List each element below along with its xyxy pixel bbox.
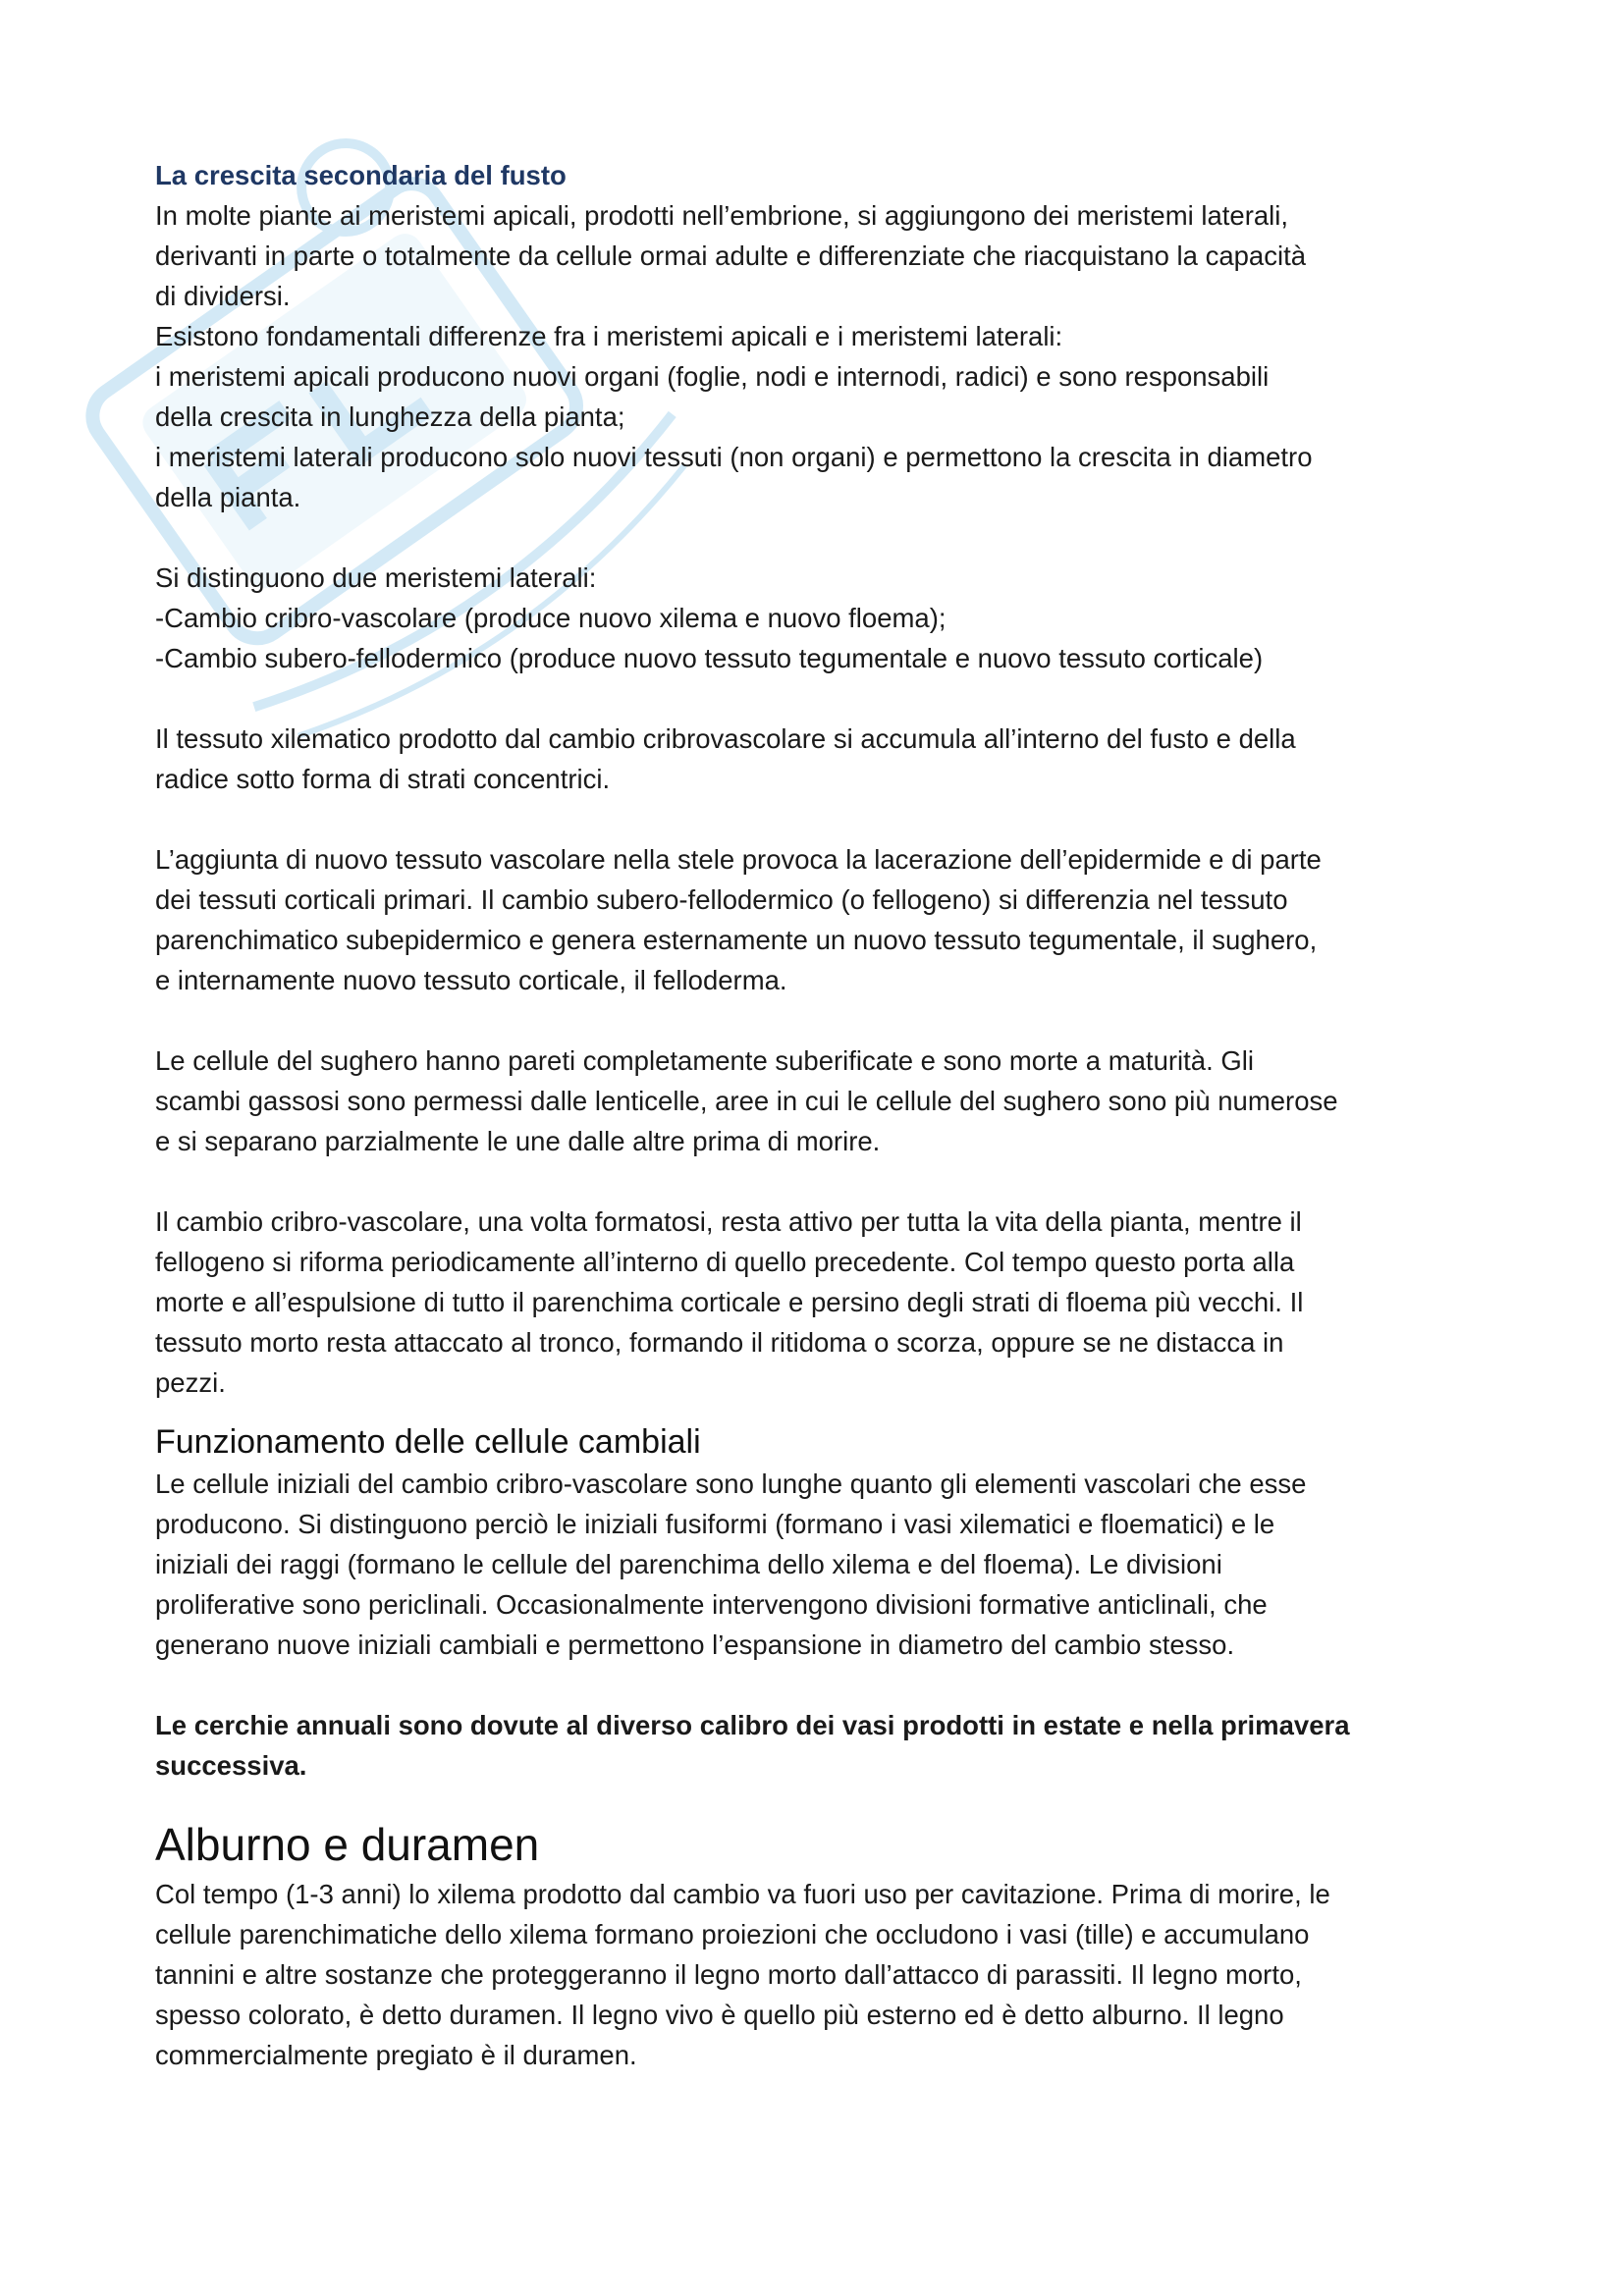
- text-line: In molte piante ai meristemi apicali, prodotti nell’embrione, si aggiungono dei meristemi laterali,: [155, 200, 1289, 231]
- heading-sapwood-heartwood: Alburno e duramen: [155, 1819, 540, 1870]
- paragraph-cork: [155, 1041, 1476, 1161]
- text-line: parenchimatico subepidermico e genera esternamente un nuovo tessuto tegumentale, il sughero,: [155, 925, 1318, 955]
- text-line: Esistono fondamentali differenze fra i meristemi apicali e i meristemi laterali:: [155, 321, 1063, 351]
- text-line: tessuto morto resta attaccato al tronco, formando il ritidoma o scorza, oppure se ne distacca in: [155, 1327, 1284, 1358]
- text-line: proliferative sono periclinali. Occasionalmente intervengono divisioni formative anticlinali, che: [155, 1589, 1268, 1620]
- paragraph-xylem: [155, 719, 1476, 799]
- text-line: -Cambio subero-fellodermico (produce nuovo tessuto tegumentale e nuovo tessuto corticale): [155, 643, 1264, 673]
- text-line: fellogeno si riforma periodicamente all’interno di quello precedente. Col tempo questo porta alla: [155, 1247, 1295, 1277]
- text-line: successiva.: [155, 1750, 307, 1781]
- text-line: spesso colorato, è detto duramen. Il legno vivo è quello più esterno ed è detto alburno. Il legno: [155, 2000, 1284, 2030]
- text-line: iniziali dei raggi (formano le cellule del parenchima dello xilema e del floema). Le divisioni: [155, 1549, 1222, 1579]
- text-line: i meristemi apicali producono nuovi organi (foglie, nodi e internodi, radici) e sono responsabili: [155, 361, 1270, 392]
- paragraph-cambial-initials: [155, 1464, 1476, 1665]
- text-line: e si separano parzialmente le une dalle altre prima di morire.: [155, 1126, 881, 1156]
- text-line: pezzi.: [155, 1367, 226, 1398]
- paragraph-duramen: [155, 1874, 1476, 2075]
- section-title: La crescita secondaria del fusto: [155, 160, 567, 190]
- paragraph-rhytidome: [155, 1201, 1476, 1403]
- text-line: generano nuove iniziali cambiali e permettono l’espansione in diametro del cambio stesso.: [155, 1629, 1235, 1660]
- text-line: radice sotto forma di strati concentrici.: [155, 764, 611, 794]
- text-line: derivanti in parte o totalmente da cellule ormai adulte e differenziate che riacquistano la capacità: [155, 240, 1306, 271]
- heading-cambial-cells: Funzionamento delle cellule cambiali: [155, 1423, 701, 1461]
- text-line: Il tessuto xilematico prodotto dal cambio cribrovascolare si accumula all’interno del fusto e della: [155, 723, 1296, 754]
- text-line: Si distinguono due meristemi laterali:: [155, 562, 597, 593]
- paragraph-phellogen: [155, 839, 1476, 1000]
- text-line: cellule parenchimatiche dello xilema formano proiezioni che occludono i vasi (tille) e accumulano: [155, 1919, 1310, 1949]
- paragraph-lateral-meristems: [155, 558, 1476, 678]
- text-line: producono. Si distinguono perciò le iniziali fusiformi (formano i vasi xilematici e floematici) e le: [155, 1509, 1275, 1539]
- text-line: Il cambio cribro-vascolare, una volta formatosi, resta attivo per tutta la vita della pianta, mentre il: [155, 1206, 1302, 1237]
- text-line: di dividersi.: [155, 281, 291, 311]
- text-line: scambi gassosi sono permessi dalle lenticelle, aree in cui le cellule del sughero sono più numerose: [155, 1086, 1338, 1116]
- text-line: tannini e altre sostanze che proteggeranno il legno morto dall’attacco di parassiti. Il legno morto,: [155, 1959, 1302, 1990]
- text-line: Col tempo (1-3 anni) lo xilema prodotto dal cambio va fuori uso per cavitazione. Prima di morire, le: [155, 1879, 1330, 1909]
- text-line: Le cellule del sughero hanno pareti completamente suberificate e sono morte a maturità. Gli: [155, 1045, 1254, 1076]
- paragraph-annual-rings: [155, 1705, 1476, 1786]
- text-line: dei tessuti corticali primari. Il cambio subero-fellodermico (o fellogeno) si differenzia nel tessuto: [155, 884, 1288, 915]
- text-line: i meristemi laterali producono solo nuovi tessuti (non organi) e permettono la crescita in diametro: [155, 442, 1313, 472]
- text-line: e internamente nuovo tessuto corticale, il felloderma.: [155, 965, 787, 995]
- text-line: morte e all’espulsione di tutto il parenchima corticale e persino degli strati di floema più vecchi. Il: [155, 1287, 1304, 1317]
- text-line: L’aggiunta di nuovo tessuto vascolare nella stele provoca la lacerazione dell’epidermide e di parte: [155, 844, 1322, 875]
- document-body: [155, 155, 1476, 2075]
- text-line: Le cellule iniziali del cambio cribro-vascolare sono lunghe quanto gli elementi vascolari che esse: [155, 1468, 1307, 1499]
- text-line: della crescita in lunghezza della pianta;: [155, 401, 625, 432]
- text-line: Le cerchie annuali sono dovute al diverso calibro dei vasi prodotti in estate e nella primavera: [155, 1710, 1350, 1740]
- text-line: commercialmente pregiato è il duramen.: [155, 2040, 637, 2070]
- text-line: della pianta.: [155, 482, 301, 512]
- paragraph-intro: [155, 195, 1476, 517]
- text-line: -Cambio cribro-vascolare (produce nuovo xilema e nuovo floema);: [155, 603, 947, 633]
